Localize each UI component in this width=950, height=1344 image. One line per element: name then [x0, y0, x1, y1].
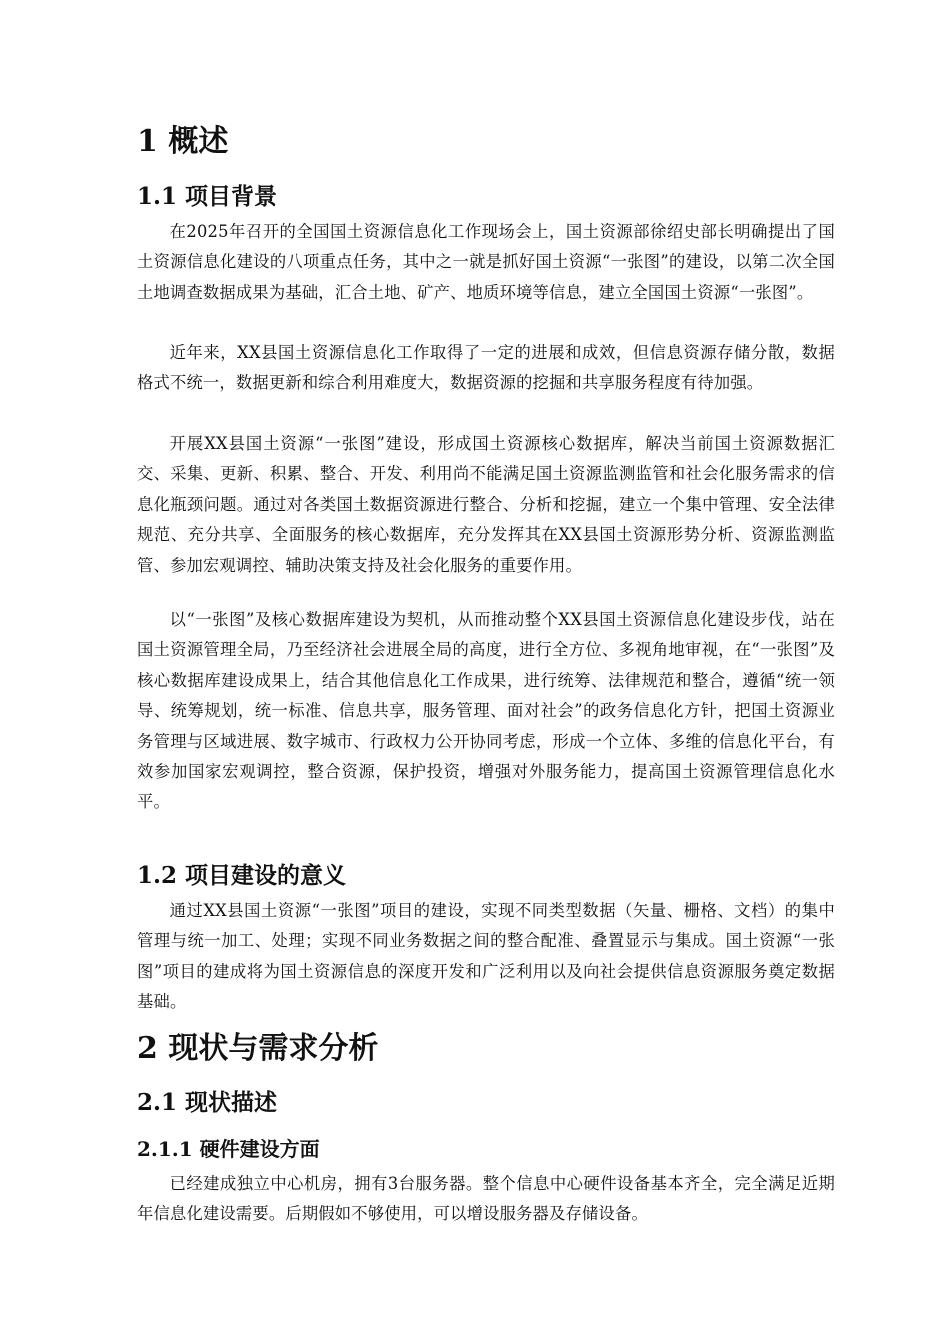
heading-section-2-1: 2.1 现状描述 [137, 1089, 278, 1116]
heading-section-2-1-1: 2.1.1 硬件建设方面 [137, 1137, 320, 1161]
heading-section-1-1: 1.1 项目背景 [137, 183, 278, 210]
paragraph-significance: 通过XX县国土资源“一张图”项目的建设，实现不同类型数据（矢量、栅格、文档）的集中管理与统一加工、处理；实现不同业务数据之间的整合配准、叠置显示与集成。国土资源“一张图”项目的建成将为国土资源信息的深度开发和广泛利用以及向社会提供信息资源服务奠定数据基础。 [137, 901, 835, 1012]
paragraph-background-3: 开展XX县国土资源“一张图”建设，形成国土资源核心数据库，解决当前国土资源数据汇交、采集、更新、积累、整合、开发、利用尚不能满足国土资源监测监管和社会化服务需求的信息化瓶颈问题。通过对各类国土数据资源进行整合、分析和挖掘，建立一个集中管理、安全法律规范、充分共享、全面服务的核心数据库，充分发挥其在XX县国土资源形势分析、资源监测监管、参加宏观调控、辅助决策支持及社会化服务的重要作用。 [137, 434, 835, 575]
heading-section-2: 2 现状与需求分析 [137, 1031, 379, 1066]
paragraph-background-1: 在2025年召开的全国国土资源信息化工作现场会上，国土资源部徐绍史部长明确提出了国土资源信息化建设的八项重点任务，其中之一就是抓好国土资源“一张图”的建设，以第二次全国土地调查数据成果为基础，汇合土地、矿产、地质环境等信息，建立全国国土资源“一张图”。 [137, 222, 835, 302]
heading-section-1: 1 概述 [137, 124, 229, 159]
heading-section-1-2: 1.2 项目建设的意义 [137, 862, 347, 889]
paragraph-background-4: 以“一张图”及核心数据库建设为契机，从而推动整个XX县国土资源信息化建设步伐，站在国土资源管理全局，乃至经济社会进展全局的高度，进行全方位、多视角地审视，在“一张图”及核心数据库建设成果上，结合其他信息化工作成果，进行统筹、法律规范和整合，遵循“统一领导、统筹规划，统一标准、信息共享，服务管理、面对社会”的政务信息化方针，把国土资源业务管理与区域进展、数字城市、行政权力公开协同考虑，形成一个立体、多维的信息化平台，有效参加国家宏观调控，整合资源，保护投资，增强对外服务能力，提高国土资源管理信息化水平。 [137, 610, 835, 812]
paragraph-hardware: 已经建成独立中心机房，拥有3台服务器。整个信息中心硬件设备基本齐全，完全满足近期年信息化建设需要。后期假如不够使用，可以增设服务器及存储设备。 [137, 1174, 835, 1224]
paragraph-background-2: 近年来，XX县国土资源信息化工作取得了一定的进展和成效，但信息资源存储分散，数据格式不统一，数据更新和综合利用难度大，数据资源的挖掘和共享服务程度有待加强。 [137, 343, 835, 393]
